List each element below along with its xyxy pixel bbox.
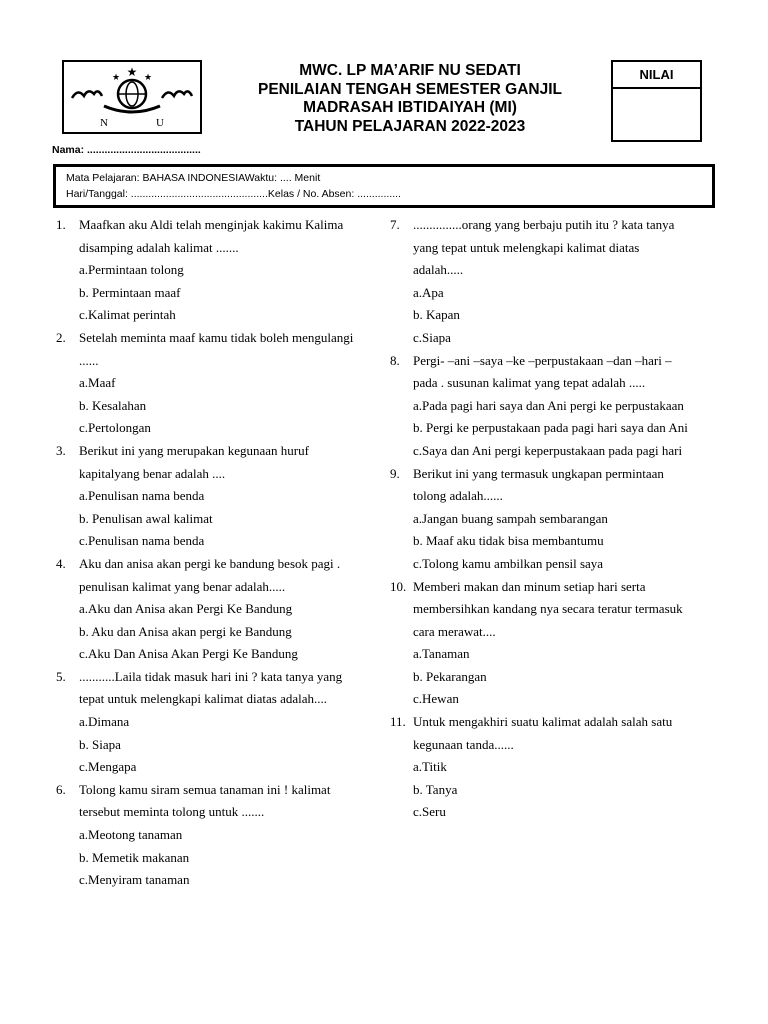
question-text: Setelah meminta maaf kamu tidak boleh mengulangi ...... [79,329,354,368]
option-b: b. Penulisan awal kalimat [79,510,213,526]
option-c: c.Pertolongan [79,420,151,436]
option-a: a.Meotong tanaman [79,827,183,843]
option-a: a.Permintaan tolong [79,262,184,278]
option-b: b. Pergi ke perpustakaan pada pagi hari saya dan Ani [413,420,688,436]
question-text: Tolong kamu siram semua tanaman ini ! kalimat tersebut meminta tolong untuk ....... [79,781,331,820]
svg-text:★: ★ [143,73,153,83]
option-b: b. Kesalahan [79,397,147,413]
option-b: b. Kapan [413,307,460,323]
question-text: Pergi- –ani –saya –ke –perpustakaan –dan –hari –pada . susunan kalimat yang tepat adalah ..... [413,352,672,391]
question-5: 5. ...........Laila tidak masuk hari ini ? kata tanya yang tepat untuk melengkapi kalimat diatas adalah.... a.Dimana b. Siapa c.Mengapa [56,666,356,779]
question-11: 11. Untuk mengakhiri suatu kalimat adalah salah satu kegunaan tanda...... a.Titik b. Tanya c.Seru [390,711,690,824]
option-a: a.Dimana [79,714,130,730]
header-line-1: MWC. LP MA’ARIF NU SEDATI [299,62,521,79]
option-c: c.Menyiram tanaman [79,872,190,888]
option-c: c.Seru [413,804,446,820]
option-b: b. Maaf aku tidak bisa membantumu [413,533,604,549]
option-b: b. Permintaan maaf [79,284,181,300]
option-b: b. Siapa [79,736,121,752]
question-text: Berikut ini yang termasuk ungkapan permintaan tolong adalah...... [413,465,664,504]
svg-text:★: ★ [126,65,138,79]
option-a: a.Apa [413,284,444,300]
option-c: c.Mengapa [79,759,137,775]
header-line-4: TAHUN PELAJARAN 2022-2023 [294,117,526,135]
question-text: Berikut ini yang merupakan kegunaan huruf kapitalyang benar adalah .... [79,442,309,481]
option-a: a.Pada pagi hari saya dan Ani pergi ke perpustakaan [413,397,684,413]
questions-right-column [390,214,690,824]
question-3: 3. Berikut ini yang merupakan kegunaan huruf kapitalyang benar adalah .... a.Penulisan nama benda b. Penulisan awal kalimat c.Penulisan nama benda [56,440,356,553]
option-c: c.Tolong kamu ambilkan pensil saya [413,555,604,571]
nama-field: Nama: ....................................... [52,144,201,156]
option-a: a.Tanaman [413,646,470,662]
header-line-3: MADRASAH IBTIDAIYAH (MI) [303,99,517,116]
option-a: a.Maaf [79,375,116,391]
header-line-2: PENILAIAN TENGAH SEMESTER GANJIL [258,80,562,98]
nilai-label: NILAI [613,62,700,89]
question-text: Aku dan anisa akan pergi ke bandung besok pagi . penulisan kalimat yang benar adalah..... [79,555,341,594]
option-a: a.Jangan buang sampah sembarangan [413,510,608,526]
option-c: c.Hewan [413,691,459,707]
svg-text:★: ★ [111,73,121,83]
question-2: 2. Setelah meminta maaf kamu tidak boleh mengulangi ...... a.Maaf b. Kesalahan c.Pertolongan [56,327,356,440]
nu-logo-icon [64,62,200,132]
question-text: Memberi makan dan minum setiap hari serta membersihkan kandang nya secara teratur termasuk cara merawat.... [413,578,683,639]
option-c: c.Saya dan Ani pergi keperpustakaan pada pagi hari [413,442,683,458]
option-b: b. Tanya [413,781,458,797]
nu-logo-box [62,60,202,134]
option-c: c.Siapa [413,329,451,345]
option-b: b. Memetik makanan [79,849,190,865]
question-text: ...............orang yang berbaju putih itu ? kata tanya yang tepat untuk melengkapi kalimat diatas adalah..... [413,217,675,278]
option-c: c.Aku Dan Anisa Akan Pergi Ke Bandung [79,646,298,662]
option-c: c.Penulisan nama benda [79,533,205,549]
page-header [220,62,600,136]
question-text: ...........Laila tidak masuk hari ini ? kata tanya yang tepat untuk melengkapi kalimat diatas adalah.... [79,668,343,707]
option-c: c.Kalimat perintah [79,307,176,323]
svg-text:U: U [156,117,164,129]
option-b: b. Aku dan Anisa akan pergi ke Bandung [79,623,292,639]
question-7: 7. ...............orang yang berbaju putih itu ? kata tanya yang tepat untuk melengkapi kalimat diatas adalah..... a.Apa b. Kapan c.Siapa [390,214,690,350]
option-a: a.Aku dan Anisa akan Pergi Ke Bandung [79,601,293,617]
question-text: Untuk mengakhiri suatu kalimat adalah salah satu kegunaan tanda...... [413,714,673,752]
question-4: 4. Aku dan anisa akan pergi ke bandung besok pagi . penulisan kalimat yang benar adalah..... a.Aku dan Anisa akan Pergi Ke Bandung b. Aku dan Anisa akan pergi ke Bandung c.Aku Dan Anisa Akan Pergi Ke Bandung [56,553,356,666]
option-a: a.Titik [413,759,447,775]
svg-text:N: N [100,117,108,129]
option-a: a.Penulisan nama benda [79,488,205,504]
questions-left-column [56,214,356,892]
question-8: 8. Pergi- –ani –saya –ke –perpustakaan –dan –hari –pada . susunan kalimat yang tepat adalah ..... a.Pada pagi hari saya dan Ani pergi ke perpustakaan b. Pergi ke perpustakaan pada pagi hari saya dan Ani c.Saya dan Ani pergi keperpustakaan pada pagi hari [390,350,690,463]
info-box [53,164,715,208]
nilai-box [611,60,702,142]
question-10: 10. Memberi makan dan minum setiap hari serta membersihkan kandang nya secara teratur termasuk cara merawat.... a.Tanaman b. Pekarangan c.Hewan [390,576,690,712]
option-b: b. Pekarangan [413,668,487,684]
question-1: 1. Maafkan aku Aldi telah menginjak kakimu Kalima disamping adalah kalimat ....... a.Permintaan tolong b. Permintaan maaf c.Kalimat perintah [56,214,356,327]
info-line-1: Mata Pelajaran: BAHASA INDONESIAWaktu: .... Menit [66,172,321,184]
question-9: 9. Berikut ini yang termasuk ungkapan permintaan tolong adalah...... a.Jangan buang sampah sembarangan b. Maaf aku tidak bisa membantumu c.Tolong kamu ambilkan pensil saya [390,463,690,576]
info-line-2: Hari/Tanggal: ...............................................Kelas / No. Absen: ............... [66,188,401,200]
question-text: Maafkan aku Aldi telah menginjak kakimu Kalima disamping adalah kalimat ....... [79,217,344,255]
question-6: 6. Tolong kamu siram semua tanaman ini ! kalimat tersebut meminta tolong untuk ....... a.Meotong tanaman b. Memetik makanan c.Menyiram tanaman [56,779,356,892]
